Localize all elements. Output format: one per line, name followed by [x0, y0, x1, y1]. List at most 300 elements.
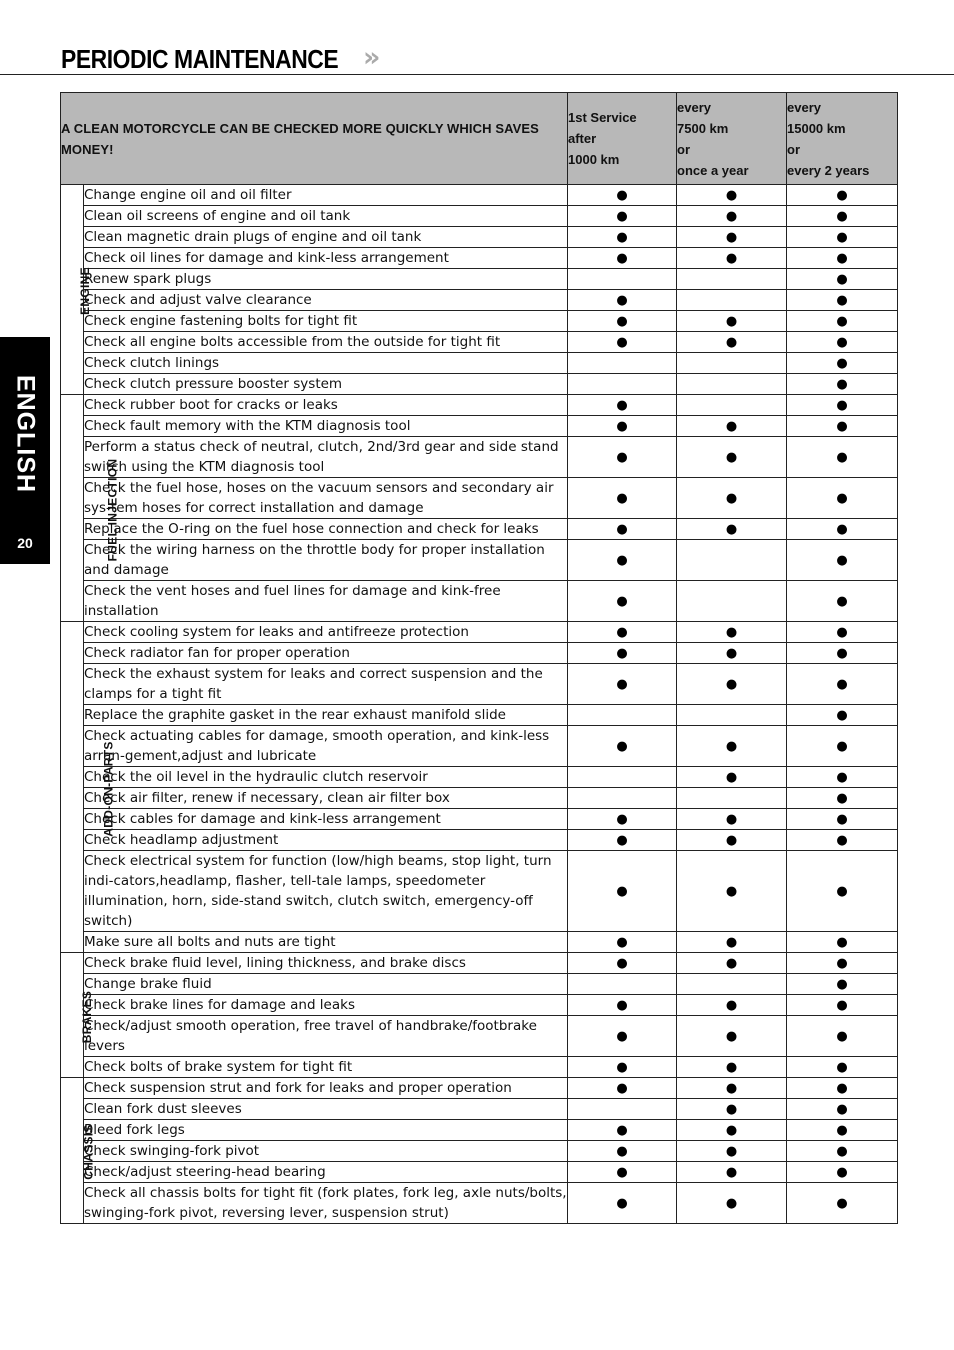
- interval-cell: [677, 1057, 787, 1078]
- interval-cell: [568, 206, 677, 227]
- interval-cell: [787, 705, 898, 726]
- bullet-icon: ●: [836, 976, 848, 992]
- bullet-icon: ●: [836, 955, 848, 971]
- interval-cell: [568, 269, 677, 290]
- bullet-icon: ●: [725, 490, 738, 506]
- interval-cell: [677, 519, 787, 540]
- bullet-icon: ●: [836, 1101, 848, 1117]
- interval-cell: [677, 705, 787, 726]
- table-row: [61, 269, 898, 290]
- interval-cell: [568, 809, 677, 830]
- interval-cell: [568, 248, 677, 269]
- table-row: [61, 726, 898, 767]
- interval-cell: [677, 269, 787, 290]
- bullet-icon: ●: [725, 769, 738, 785]
- task-cell: Check/adjust steering-head bearing: [84, 1162, 568, 1183]
- bullet-icon: ●: [836, 1028, 848, 1044]
- bullet-icon: ●: [616, 1195, 628, 1211]
- interval-cell: [568, 1057, 677, 1078]
- interval-cell: [568, 788, 677, 809]
- bullet-icon: ●: [836, 883, 848, 899]
- bullet-icon: ●: [836, 707, 848, 723]
- task-cell: Change engine oil and oil filter: [84, 185, 568, 206]
- interval-cell: [787, 540, 898, 581]
- interval-cell: [787, 664, 898, 705]
- interval-cell: [677, 1016, 787, 1057]
- interval-cell: [787, 851, 898, 932]
- interval-cell: [677, 227, 787, 248]
- interval-cell: [568, 581, 677, 622]
- interval-cell: [677, 290, 787, 311]
- task-cell: Clean oil screens of engine and oil tank: [84, 206, 568, 227]
- table-row: [61, 1057, 898, 1078]
- interval-line: every 2 years: [787, 162, 870, 178]
- bullet-icon: ●: [616, 397, 628, 413]
- task-cell: Renew spark plugs: [84, 269, 568, 290]
- table-row: [61, 767, 898, 788]
- interval-cell: [677, 726, 787, 767]
- interval-cell: [787, 1057, 898, 1078]
- interval-cell: [787, 1016, 898, 1057]
- interval-cell: [787, 767, 898, 788]
- table-row: [61, 1162, 898, 1183]
- bullet-icon: ●: [616, 449, 628, 465]
- bullet-icon: ●: [836, 187, 848, 203]
- bullet-icon: ●: [836, 1059, 848, 1075]
- bullet-icon: ●: [836, 997, 848, 1013]
- interval-line: 7500 km: [677, 120, 729, 136]
- interval-cell: [787, 809, 898, 830]
- table-row: [61, 248, 898, 269]
- bullet-icon: ●: [616, 1028, 628, 1044]
- interval-header-15000: [787, 93, 898, 185]
- task-cell: Check electrical system for function (low/high beams, stop light, turn indi-cators,headlamp, flasher, tell-tale lamps, speedometer illumination, horn, side-stand switch, clutch switch, emergency-off switch): [84, 851, 568, 932]
- bullet-icon: ●: [616, 1059, 628, 1075]
- bullet-icon: ●: [836, 624, 848, 640]
- table-row: [61, 1141, 898, 1162]
- bullet-icon: ●: [836, 334, 848, 350]
- interval-cell: [677, 374, 787, 395]
- interval-cell: [677, 1120, 787, 1141]
- bullet-icon: ●: [836, 1195, 848, 1211]
- task-cell: Check the vent hoses and fuel lines for damage and kink-free installation: [84, 581, 568, 622]
- bullet-icon: ●: [616, 208, 628, 224]
- interval-cell: [787, 416, 898, 437]
- interval-cell: [677, 311, 787, 332]
- table-row: [61, 185, 898, 206]
- table-row: [61, 664, 898, 705]
- bullet-icon: ●: [725, 418, 738, 434]
- task-cell: Check swinging-fork pivot: [84, 1141, 568, 1162]
- interval-line: 1st Service: [568, 110, 637, 125]
- interval-cell: [568, 332, 677, 353]
- table-row: [61, 353, 898, 374]
- bullet-icon: ●: [616, 418, 628, 434]
- bullet-icon: ●: [616, 521, 628, 537]
- interval-cell: [787, 290, 898, 311]
- table-row: [61, 974, 898, 995]
- interval-cell: [787, 353, 898, 374]
- interval-cell: [787, 374, 898, 395]
- group-label: ENGINE: [77, 267, 92, 315]
- group-cell: [61, 185, 92, 395]
- bullet-icon: ●: [616, 832, 628, 848]
- table-row: [61, 830, 898, 851]
- interval-cell: [568, 416, 677, 437]
- interval-cell: [677, 995, 787, 1016]
- bullet-icon: ●: [725, 208, 738, 224]
- interval-cell: [677, 974, 787, 995]
- interval-cell: [787, 519, 898, 540]
- task-cell: Check all chassis bolts for tight fit (fork plates, fork leg, axle nuts/bolts, swinging-fork pivot, reversing lever, suspension strut): [84, 1183, 568, 1224]
- interval-cell: [787, 248, 898, 269]
- maintenance-table: [60, 92, 898, 1224]
- interval-cell: [568, 664, 677, 705]
- interval-cell: [677, 206, 787, 227]
- bullet-icon: ●: [725, 645, 738, 661]
- interval-line: or: [677, 141, 690, 157]
- bullet-icon: ●: [616, 934, 628, 950]
- interval-cell: [677, 395, 787, 416]
- table-row: [61, 1183, 898, 1224]
- bullet-icon: ●: [836, 811, 848, 827]
- table-row: [61, 851, 898, 932]
- table-row: [61, 953, 898, 974]
- bullet-icon: ●: [836, 1080, 848, 1096]
- bullet-icon: ●: [725, 883, 738, 899]
- table-row: [61, 519, 898, 540]
- interval-cell: [568, 932, 677, 953]
- bullet-icon: ●: [725, 1122, 738, 1138]
- bullet-icon: ●: [616, 1080, 628, 1096]
- interval-cell: [787, 932, 898, 953]
- group-cell: [61, 953, 95, 1078]
- bullet-icon: ●: [836, 593, 848, 609]
- interval-cell: [568, 1016, 677, 1057]
- table-row: [61, 1099, 898, 1120]
- interval-line: or: [787, 141, 800, 157]
- bullet-icon: ●: [725, 1080, 738, 1096]
- bullet-icon: ●: [725, 334, 738, 350]
- interval-cell: [568, 1120, 677, 1141]
- table-row: [61, 622, 898, 643]
- interval-cell: [568, 395, 677, 416]
- interval-cell: [677, 185, 787, 206]
- table-row: [61, 788, 898, 809]
- bullet-icon: ●: [725, 738, 738, 754]
- table-row: [61, 1016, 898, 1057]
- interval-cell: [787, 437, 898, 478]
- interval-cell: [568, 437, 677, 478]
- interval-cell: [568, 519, 677, 540]
- bullet-icon: ●: [725, 1101, 738, 1117]
- bullet-icon: ●: [616, 883, 628, 899]
- task-cell: Check bolts of brake system for tight fit: [84, 1057, 568, 1078]
- interval-cell: [568, 974, 677, 995]
- task-cell: Replace the graphite gasket in the rear exhaust manifold slide: [84, 705, 568, 726]
- interval-header-first: [568, 93, 677, 185]
- interval-cell: [568, 1078, 677, 1099]
- table-row: [61, 540, 898, 581]
- page-title: PERIODIC MAINTENANCE: [61, 44, 339, 74]
- bullet-icon: ●: [616, 1143, 628, 1159]
- group-label: BRAKES: [80, 990, 95, 1043]
- interval-cell: [787, 622, 898, 643]
- task-cell: Perform a status check of neutral, clutch, 2nd/3rd gear and side stand switch using the KTM diagnosis tool: [84, 437, 568, 478]
- bullet-icon: ●: [725, 250, 738, 266]
- interval-cell: [787, 311, 898, 332]
- task-cell: Check radiator fan for proper operation: [84, 643, 568, 664]
- task-cell: Check/adjust smooth operation, free travel of handbrake/footbrake levers: [84, 1016, 568, 1057]
- interval-cell: [787, 974, 898, 995]
- interval-cell: [787, 995, 898, 1016]
- group-label: FUEL INJECTION: [105, 458, 120, 561]
- interval-cell: [677, 788, 787, 809]
- group-cell: [61, 395, 120, 622]
- bullet-icon: ●: [836, 292, 848, 308]
- bullet-icon: ●: [725, 229, 738, 245]
- interval-cell: [787, 643, 898, 664]
- interval-cell: [677, 1099, 787, 1120]
- task-cell: Check cooling system for leaks and antifreeze protection: [84, 622, 568, 643]
- table-notice: A CLEAN MOTORCYCLE CAN BE CHECKED MORE QUICKLY WHICH SAVES MONEY!: [61, 93, 568, 185]
- interval-cell: [568, 830, 677, 851]
- interval-cell: [677, 830, 787, 851]
- bullet-icon: ●: [836, 397, 848, 413]
- bullet-icon: ●: [836, 313, 848, 329]
- interval-cell: [787, 395, 898, 416]
- table-row: [61, 581, 898, 622]
- task-cell: Check air filter, renew if necessary, clean air filter box: [84, 788, 568, 809]
- bullet-icon: ●: [725, 1143, 738, 1159]
- interval-line: after: [568, 131, 597, 146]
- interval-cell: [677, 1183, 787, 1224]
- interval-cell: [677, 1078, 787, 1099]
- interval-cell: [568, 540, 677, 581]
- interval-cell: [568, 290, 677, 311]
- table-row: [61, 1120, 898, 1141]
- bullet-icon: ●: [616, 645, 628, 661]
- bullet-icon: ●: [725, 449, 738, 465]
- task-cell: Check fault memory with the KTM diagnosis tool: [84, 416, 568, 437]
- interval-cell: [787, 726, 898, 767]
- bullet-icon: ●: [616, 955, 628, 971]
- interval-cell: [568, 851, 677, 932]
- bullet-icon: ●: [836, 676, 848, 692]
- task-cell: Change brake fluid: [84, 974, 568, 995]
- bullet-icon: ●: [616, 593, 628, 609]
- interval-cell: [677, 664, 787, 705]
- interval-cell: [568, 374, 677, 395]
- bullet-icon: ●: [836, 1143, 848, 1159]
- bullet-icon: ●: [616, 552, 628, 568]
- interval-cell: [568, 185, 677, 206]
- title-bar: [0, 40, 954, 75]
- interval-cell: [568, 1099, 677, 1120]
- interval-cell: [677, 248, 787, 269]
- task-cell: Check the fuel hose, hoses on the vacuum sensors and secondary air sys-tem hoses for correct installation and damage: [84, 478, 568, 519]
- interval-cell: [568, 643, 677, 664]
- bullet-icon: ●: [836, 790, 848, 806]
- interval-cell: [677, 478, 787, 519]
- table-row: [61, 932, 898, 953]
- task-cell: Check and adjust valve clearance: [84, 290, 568, 311]
- interval-cell: [568, 227, 677, 248]
- bullet-icon: ●: [836, 832, 848, 848]
- task-cell: Check brake lines for damage and leaks: [84, 995, 568, 1016]
- bullet-icon: ●: [616, 624, 628, 640]
- interval-cell: [787, 185, 898, 206]
- table-row: [61, 437, 898, 478]
- table-row: [61, 227, 898, 248]
- interval-line: every: [677, 99, 711, 115]
- bullet-icon: ●: [725, 955, 738, 971]
- bullet-icon: ●: [836, 208, 848, 224]
- group-label: ADD-ON-PARTS: [101, 740, 116, 837]
- task-cell: Check the wiring harness on the throttle body for proper installation and damage: [84, 540, 568, 581]
- interval-cell: [677, 851, 787, 932]
- interval-cell: [677, 540, 787, 581]
- interval-cell: [787, 1078, 898, 1099]
- interval-cell: [568, 1141, 677, 1162]
- interval-cell: [677, 643, 787, 664]
- table-row: [61, 643, 898, 664]
- bullet-icon: ●: [725, 832, 738, 848]
- interval-cell: [677, 1162, 787, 1183]
- interval-cell: [677, 932, 787, 953]
- language-tab: [0, 337, 50, 564]
- interval-cell: [787, 269, 898, 290]
- table-row: [61, 809, 898, 830]
- double-chevron-icon: »: [363, 42, 381, 73]
- bullet-icon: ●: [616, 292, 628, 308]
- interval-cell: [677, 353, 787, 374]
- task-cell: Check brake fluid level, lining thickness, and brake discs: [84, 953, 568, 974]
- task-cell: Check the oil level in the hydraulic clutch reservoir: [84, 767, 568, 788]
- bullet-icon: ●: [616, 1122, 628, 1138]
- bullet-icon: ●: [836, 490, 848, 506]
- bullet-icon: ●: [836, 376, 848, 392]
- task-cell: Clean fork dust sleeves: [84, 1099, 568, 1120]
- bullet-icon: ●: [836, 355, 848, 371]
- table-row: [61, 478, 898, 519]
- interval-cell: [787, 1183, 898, 1224]
- interval-cell: [787, 227, 898, 248]
- table-header-row: [61, 93, 898, 185]
- interval-cell: [677, 416, 787, 437]
- bullet-icon: ●: [836, 1164, 848, 1180]
- interval-cell: [568, 1183, 677, 1224]
- bullet-icon: ●: [616, 811, 628, 827]
- bullet-icon: ●: [725, 313, 738, 329]
- task-cell: Replace the O-ring on the fuel hose connection and check for leaks: [84, 519, 568, 540]
- bullet-icon: ●: [725, 997, 738, 1013]
- bullet-icon: ●: [616, 313, 628, 329]
- task-cell: Check cables for damage and kink-less arrangement: [84, 809, 568, 830]
- interval-cell: [787, 953, 898, 974]
- group-cell: [61, 1078, 96, 1224]
- bullet-icon: ●: [725, 676, 738, 692]
- interval-cell: [568, 311, 677, 332]
- bullet-icon: ●: [836, 271, 848, 287]
- group-label: CHASSIS: [81, 1124, 96, 1180]
- page-number: 20: [17, 535, 33, 551]
- bullet-icon: ●: [725, 1164, 738, 1180]
- interval-cell: [677, 581, 787, 622]
- task-cell: Check actuating cables for damage, smooth operation, and kink-less arran-gement,adjust and lubricate: [84, 726, 568, 767]
- interval-cell: [787, 1120, 898, 1141]
- bullet-icon: ●: [836, 552, 848, 568]
- task-cell: Check rubber boot for cracks or leaks: [84, 395, 568, 416]
- bullet-icon: ●: [836, 934, 848, 950]
- bullet-icon: ●: [725, 1028, 738, 1044]
- bullet-icon: ●: [616, 738, 628, 754]
- bullet-icon: ●: [725, 521, 738, 537]
- interval-line: 1000 km: [568, 152, 620, 167]
- table-row: [61, 416, 898, 437]
- interval-cell: [568, 1162, 677, 1183]
- interval-cell: [568, 953, 677, 974]
- table-row: [61, 395, 898, 416]
- interval-header-7500: [677, 93, 787, 185]
- bullet-icon: ●: [616, 250, 628, 266]
- interval-cell: [787, 332, 898, 353]
- group-cell: [61, 622, 116, 953]
- interval-line: once a year: [677, 162, 749, 178]
- task-cell: Check clutch pressure booster system: [84, 374, 568, 395]
- bullet-icon: ●: [725, 187, 738, 203]
- interval-line: every: [787, 99, 821, 115]
- bullet-icon: ●: [725, 1059, 738, 1075]
- bullet-icon: ●: [725, 1195, 738, 1211]
- bullet-icon: ●: [836, 449, 848, 465]
- interval-cell: [677, 1141, 787, 1162]
- interval-cell: [568, 353, 677, 374]
- bullet-icon: ●: [725, 624, 738, 640]
- interval-cell: [787, 1162, 898, 1183]
- task-cell: Check the exhaust system for leaks and correct suspension and the clamps for a tight fit: [84, 664, 568, 705]
- task-cell: Check oil lines for damage and kink-less arrangement: [84, 248, 568, 269]
- interval-cell: [787, 1141, 898, 1162]
- table-row: [61, 332, 898, 353]
- bullet-icon: ●: [616, 334, 628, 350]
- interval-cell: [787, 581, 898, 622]
- interval-cell: [677, 953, 787, 974]
- task-cell: Check clutch linings: [84, 353, 568, 374]
- task-cell: Check engine fastening bolts for tight fit: [84, 311, 568, 332]
- table-row: [61, 290, 898, 311]
- table-row: [61, 1078, 898, 1099]
- interval-cell: [787, 1099, 898, 1120]
- interval-cell: [568, 726, 677, 767]
- interval-cell: [568, 622, 677, 643]
- bullet-icon: ●: [616, 1164, 628, 1180]
- interval-cell: [677, 332, 787, 353]
- task-cell: Clean magnetic drain plugs of engine and oil tank: [84, 227, 568, 248]
- interval-cell: [677, 437, 787, 478]
- bullet-icon: ●: [836, 1122, 848, 1138]
- bullet-icon: ●: [836, 250, 848, 266]
- bullet-icon: ●: [616, 490, 628, 506]
- table-row: [61, 995, 898, 1016]
- task-cell: Check headlamp adjustment: [84, 830, 568, 851]
- task-cell: Check suspension strut and fork for leaks and proper operation: [84, 1078, 568, 1099]
- table-row: [61, 206, 898, 227]
- interval-cell: [787, 478, 898, 519]
- interval-cell: [787, 830, 898, 851]
- interval-cell: [568, 478, 677, 519]
- table-row: [61, 374, 898, 395]
